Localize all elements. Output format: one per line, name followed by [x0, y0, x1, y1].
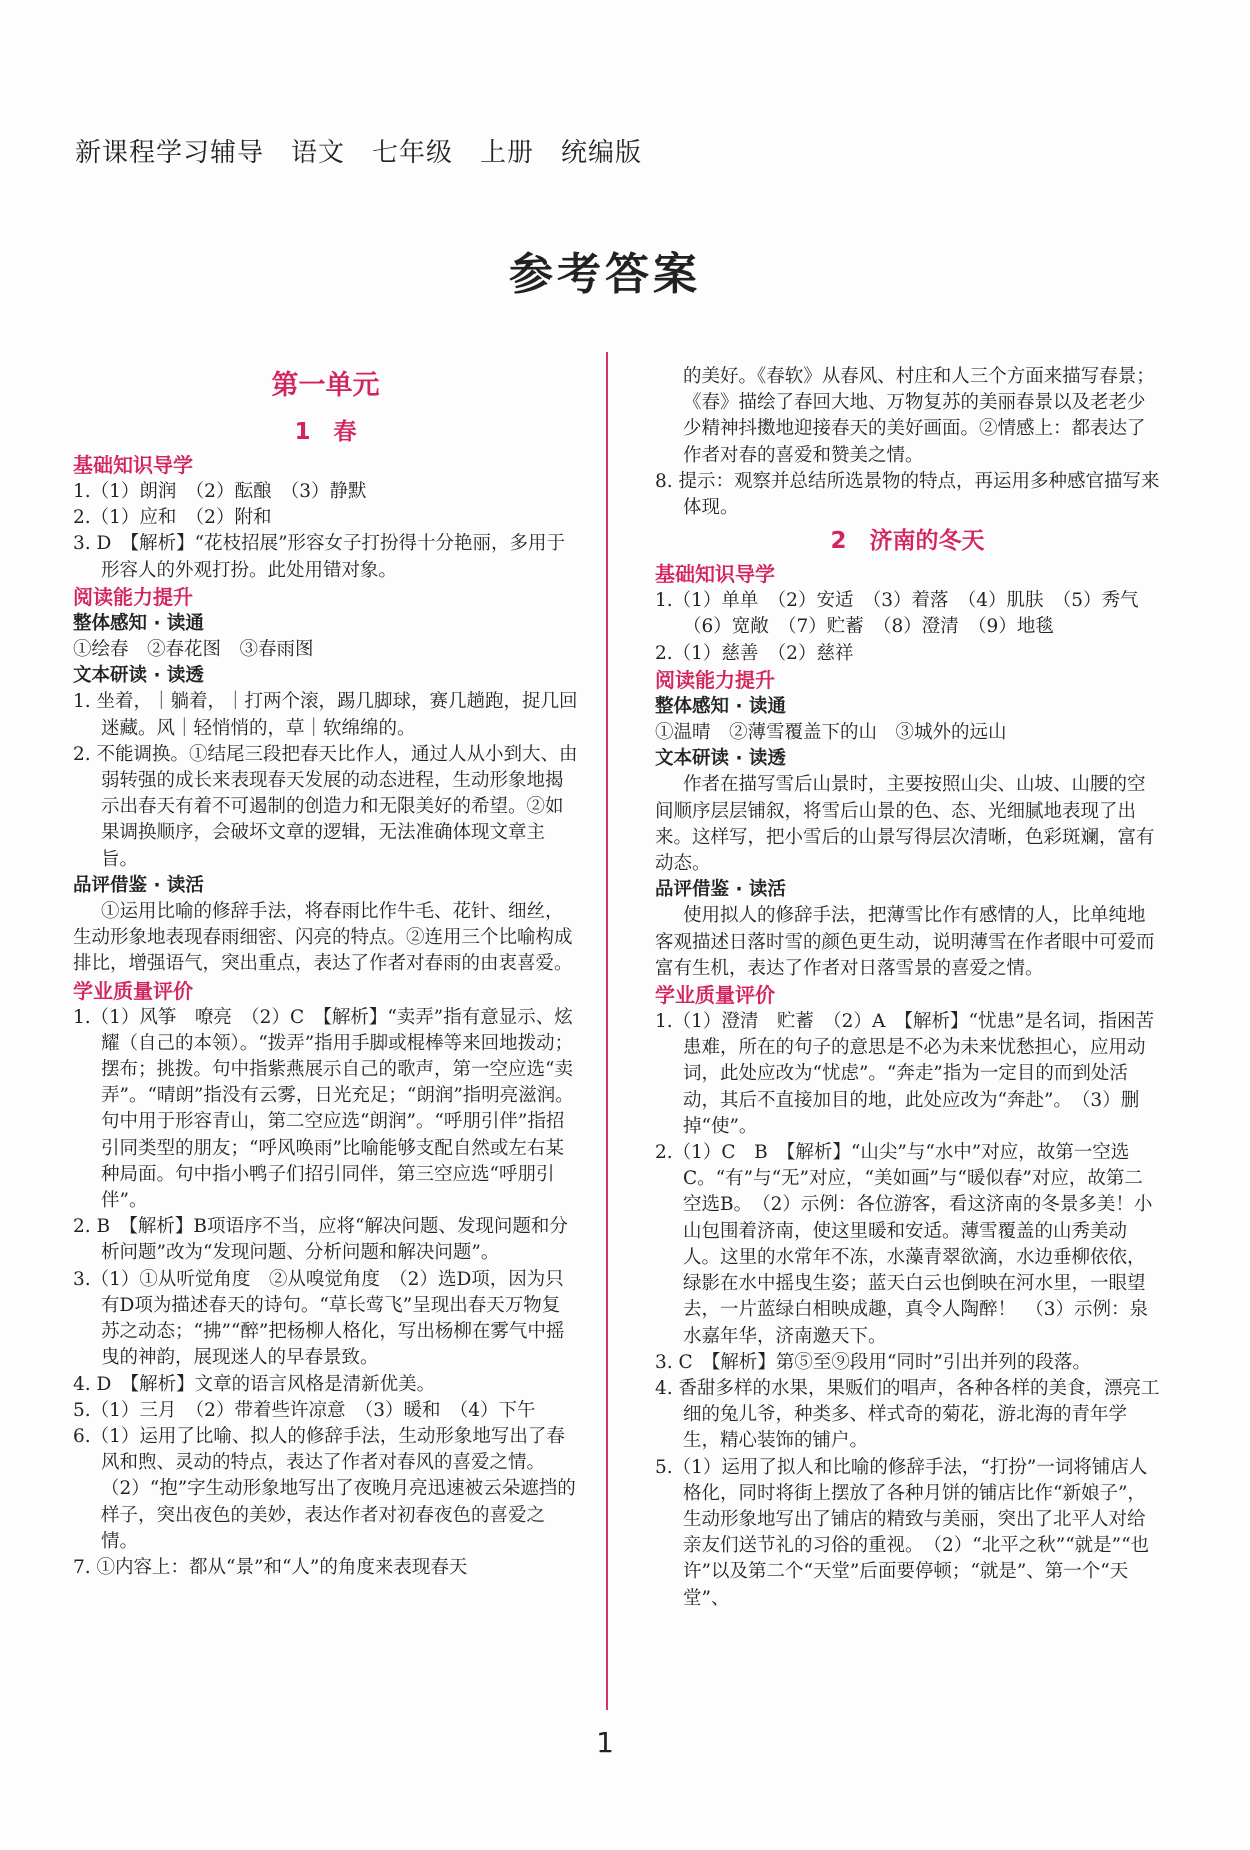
answer-item: 2. 不能调换。①结尾三段把春天比作人，通过人从小到大、由弱转强的成长来表现春天发展的动态进程，生动形象地揭示出春天有着不可遏制的创造力和无限美好的希望。②如果调换顺序，会破坏文章的逻辑，无法准确体现文章主旨。 [73, 743, 578, 870]
answer-text: ①温晴 ②薄雪覆盖下的山 ③城外的远山 [655, 722, 1007, 744]
answer-item: 3.（1）①从听觉角度 ②从嗅觉角度 （2）选D项，因为只有D项为描述春天的诗句。“草长莺飞”呈现出春天万物复苏之动态；“拂”“醉”把杨柳人格化，写出杨柳在雾气中摇曳的神韵，展现迷人的早春景致。 [73, 1268, 565, 1369]
section-heading: 学业质量评价 [655, 983, 775, 1008]
answer-text: ①绘春 ②春花图 ③春雨图 [73, 639, 314, 661]
subsection-heading: 整体感知 · 读通 [73, 612, 204, 634]
answer-item: 1.（1）澄清 贮蓄 （2）A 【解析】“忧患”是名词，指困苦患难，所在的句子的意思是不必为未来忧愁担心，应用动词，此处应改为“忧虑”。“奔走”指为一定目的而到处活动，其后不直接加目的地，此处应改为“奔赴”。 （3）删掉“使”。 [655, 1011, 1154, 1137]
lesson-title: 1 春 [294, 419, 357, 445]
book-header: 新课程学习辅导 语文 七年级 上册 统编版 [75, 138, 643, 168]
answer-item: 5.（1）三月 （2）带着些许凉意 （3）暖和 （4）下午 [73, 1399, 536, 1421]
column-divider [606, 352, 608, 1710]
answer-item: 4. 香甜多样的水果，果贩们的唱声，各种各样的美食，漂亮工细的兔儿爷，种类多、样式奇的菊花，游北海的青年学生，精心装饰的铺户。 [655, 1377, 1160, 1452]
section-heading: 基础知识导学 [655, 562, 775, 587]
subsection-heading: 文本研读 · 读透 [655, 748, 786, 770]
answer-item: 2.（1）慈善 （2）慈祥 [655, 642, 854, 664]
section-heading: 阅读能力提升 [655, 667, 775, 692]
answer-text: 使用拟人的修辞手法，把薄雪比作有感情的人，比单纯地客观描述日落时雪的颜色更生动，说明薄雪在作者眼中可爱而富有生机，表达了作者对日落雪景的喜爱之情。 [655, 905, 1155, 979]
answer-item: 4. D 【解析】文章的语言风格是清新优美。 [73, 1373, 436, 1395]
answer-text: 的美好。《春软》从春风、村庄和人三个方面来描写春景；《春》描绘了春回大地、万物复苏的美丽春景以及老老少少精神抖擞地迎接春天的美好画面。②情感上：都表达了作者对春的喜爱和赞美之情。 [683, 366, 1155, 466]
answer-item: 2.（1）C B 【解析】“山尖”与“水中”对应，故第一空选C。“有”与“无”对应，“美如画”与“暖似春”对应，故第二空选B。 （2）示例：各位游客，看这济南的冬景多美！小山包围着济南，使这里暖和安适。薄雪覆盖的山秀美动人。这里的水常年不冻，水藻青翠欲滴，水边垂柳依依，绿影在水中摇曳生姿；蓝天白云也倒映在河水里，一眼望去，一片蓝绿白相映成趣，真令人陶醉！ （3）示例：泉水嘉年华，济南邀天下。 [655, 1142, 1153, 1347]
subsection-heading: 文本研读 · 读透 [73, 665, 204, 687]
answer-item: 1.（1）朗润 （2）酝酿 （3）静默 [73, 481, 367, 502]
answer-item: 3. D 【解析】“花枝招展”形容女子打扮得十分艳丽，多用于形容人的外观打扮。此处用错对象。 [73, 533, 566, 581]
subsection-heading: 品评借鉴 · 读活 [655, 879, 786, 901]
answer-item: 3. C 【解析】第⑤至⑨段用“同时”引出并列的段落。 [655, 1351, 1091, 1373]
answer-item: 1. 坐着，｜躺着，｜打两个滚，踢几脚球，赛几趟跑，捉几回迷藏。风｜轻悄悄的，草｜软绵绵的。 [73, 691, 578, 739]
page-number: 1 [596, 1726, 614, 1759]
answer-item: 2.（1）应和 （2）附和 [73, 507, 272, 529]
section-heading: 阅读能力提升 [73, 584, 193, 609]
answer-text: 作者在描写雪后山景时，主要按照山尖、山坡、山腰的空间顺序层层铺叙，将雪后山景的色、态、光细腻地表现了出来。这样写，把小雪后的山景写得层次清晰，色彩斑斓，富有动态。 [655, 774, 1155, 875]
lesson-title: 2 济南的冬天 [830, 528, 985, 555]
right-column [655, 364, 1160, 1612]
section-heading: 学业质量评价 [73, 978, 193, 1003]
answer-item: 2. B 【解析】B项语序不当，应将“解决问题、发现问题和分析问题”改为“发现问题、分析问题和解决问题”。 [73, 1216, 568, 1264]
answer-item: 7. ①内容上：都从“景”和“人”的角度来表现春天 [73, 1556, 468, 1578]
answer-item: 8. 提示：观察并总结所选景物的特点，再运用多种感官描写来体现。 [655, 470, 1160, 519]
unit-title: 第一单元 [271, 370, 380, 401]
subsection-heading: 品评借鉴 · 读活 [73, 874, 204, 896]
answer-item: 5.（1）运用了拟人和比喻的修辞手法，“打扮”一词将铺店人格化，同时将街上摆放了各种月饼的铺店比作“新娘子”，生动形象地写出了铺店的精致与美丽，突出了北平人对给亲友们送节礼的习俗的重视。 （2）“北平之秋”“就是”“也许”以及第二个“天堂”后面要停顿；“就是”、第一个“天堂”、 [655, 1456, 1150, 1609]
answer-text: ①运用比喻的修辞手法，将春雨比作牛毛、花针、细丝，生动形象地表现春雨细密、闪亮的特点。②连用三个比喻构成排比，增强语气，突出重点，表达了作者对春雨的由衷喜爱。 [73, 901, 573, 975]
left-column [73, 364, 578, 1581]
section-heading: 基础知识导学 [73, 453, 193, 477]
answer-item: 1.（1）风筝 嘹亮 （2）C 【解析】“卖弄”指有意显示、炫耀（自己的本领）。“拨弄”指用手脚或棍棒等来回地拨动；摆布；挑拨。句中指紫燕展示自己的歌声，第一空应选“卖弄”。“晴朗”指没有云雾，日光充足；“朗润”指明亮滋润。句中用于形容青山，第二空应选“朗润”。“呼朋引伴”指招引同类型的朋友；“呼风唤雨”比喻能够支配自然或左右某种局面。句中指小鸭子们招引同伴，第三空应选“呼朋引伴”。 [73, 1006, 574, 1212]
subsection-heading: 整体感知 · 读通 [655, 695, 786, 717]
page-title: 参考答案 [509, 249, 701, 300]
answer-item: 1.（1）单单 （2）安适 （3）着落 （4）肌肤 （5）秀气 （6）宽敞 （7）贮蓄 （8）澄清 （9）地毯 [655, 590, 1158, 638]
answer-item: 6.（1）运用了比喻、拟人的修辞手法，生动形象地写出了春风和煦、灵动的特点，表达了作者对春风的喜爱之情。 （2）“抱”字生动形象地写出了夜晚月亮迅速被云朵遮挡的样子，突出夜色的美妙，表达作者对初春夜色的喜爱之情。 [73, 1425, 576, 1552]
